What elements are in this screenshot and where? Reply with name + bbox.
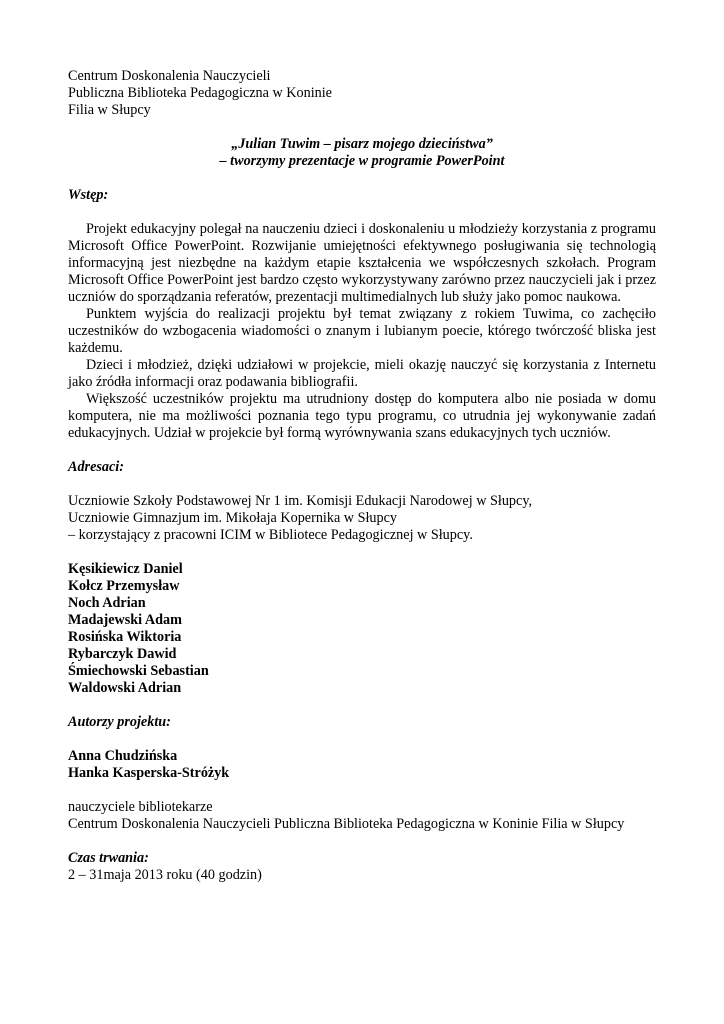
addressee-line: Uczniowie Szkoły Podstawowej Nr 1 im. Komisji Edukacji Narodowej w Słupcy, [68, 493, 533, 509]
author-name: Hanka Kasperska-Stróżyk [68, 765, 230, 781]
intro-paragraph: Projekt edukacyjny polegał na nauczeniu dzieci i doskonaleniu u młodzieży korzystania z programu Microsoft Office PowerPoint. Rozwijanie umiejętności efektywnego posługiwania się technologią informacyjną jest niezbędne na każdym etapie kształcenia we współczesnych szkołach. Program Microsoft Office PowerPoint jest bardzo często wykorzystywany zarówno przez nauczycieli jak i przez uczniów do sporządzania referatów, prezentacji multimedialnych lub służy jako pomoc naukowa. [68, 221, 656, 305]
participant-name: Kęsikiewicz Daniel [68, 561, 183, 577]
header-block [68, 68, 656, 119]
intro-heading: Wstęp: [68, 187, 109, 203]
participant-name: Rybarczyk Dawid [68, 646, 177, 662]
addressees-list [68, 493, 656, 544]
authors-list [68, 748, 656, 782]
addressee-line: Uczniowie Gimnazjum im. Mikołaja Kopernika w Słupcy [68, 510, 398, 526]
addressees-section [68, 459, 656, 697]
intro-paragraph: Punktem wyjścia do realizacji projektu był temat związany z rokiem Tuwima, co zachęciło uczestników do wzbogacenia wiadomości o znanym i lubianym poecie, którego twórczość bliska jest każdemu. [68, 306, 656, 356]
participant-name: Kołcz Przemysław [68, 578, 180, 594]
author-name: Anna Chudzińska [68, 748, 178, 764]
header-line: Centrum Doskonalenia Nauczycieli [68, 68, 271, 84]
participant-name: Noch Adrian [68, 595, 146, 611]
authors-affiliation [68, 799, 656, 833]
authors-role: nauczyciele bibliotekarze [68, 799, 213, 815]
duration-heading: Czas trwania: [68, 850, 149, 866]
participant-name: Rosińska Wiktoria [68, 629, 182, 645]
title-block [68, 136, 656, 170]
participants-list [68, 561, 656, 697]
intro-paragraph: Dzieci i młodzież, dzięki udziałowi w projekcie, mieli okazję nauczyć się korzystania z Internetu jako źródła informacji oraz podawania bibliografii. [68, 357, 656, 390]
addressees-heading: Adresaci: [68, 459, 124, 475]
authors-institution: Centrum Doskonalenia Nauczycieli Publiczna Biblioteka Pedagogiczna w Koninie Filia w Słupcy [68, 816, 625, 832]
participant-name: Śmiechowski Sebastian [68, 663, 209, 679]
participant-name: Waldowski Adrian [68, 680, 182, 696]
duration-value: 2 – 31maja 2013 roku (40 godzin) [68, 867, 262, 883]
duration-section [68, 850, 656, 884]
title-line-2: – tworzymy prezentacje w programie PowerPoint [219, 153, 505, 169]
intro-paragraph: Większość uczestników projektu ma utrudniony dostęp do komputera albo nie posiada w domu komputera, nie ma możliwości poznania tego typu programu, co utrudnia jej wykonywanie zadań edukacyjnych. Udział w projekcie był formą wyrównywania szans edukacyjnych tych uczniów. [68, 391, 656, 441]
authors-section [68, 714, 656, 833]
intro-section [68, 187, 656, 442]
addressee-line: – korzystający z pracowni ICIM w Bibliotece Pedagogicznej w Słupcy. [68, 527, 473, 543]
title-line-1: „Julian Tuwim – pisarz mojego dzieciństwa” [231, 136, 493, 152]
participant-name: Madajewski Adam [68, 612, 182, 628]
header-line: Publiczna Biblioteka Pedagogiczna w Koninie [68, 85, 332, 101]
header-line: Filia w Słupcy [68, 102, 151, 118]
document-page [68, 68, 656, 884]
authors-heading: Autorzy projektu: [68, 714, 171, 730]
